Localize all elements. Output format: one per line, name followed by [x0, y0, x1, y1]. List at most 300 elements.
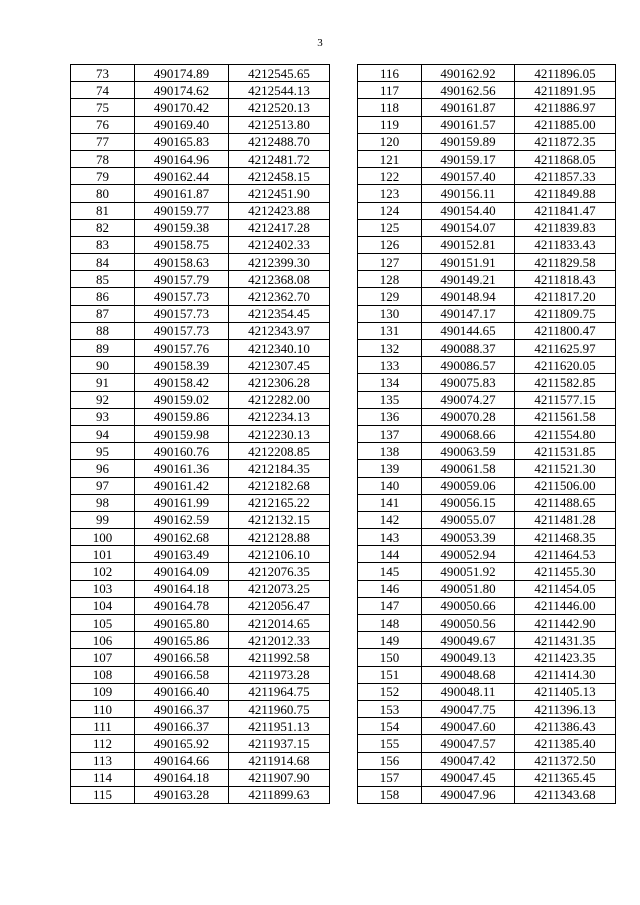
x-coordinate-cell: 490161.87: [422, 99, 515, 116]
point-number-cell: 85: [71, 271, 135, 288]
x-coordinate-cell: 490158.75: [135, 236, 229, 253]
y-coordinate-cell: 4211365.45: [515, 769, 616, 786]
y-coordinate-cell: 4211896.05: [515, 65, 616, 82]
table-row: [358, 786, 616, 803]
table-row: [71, 202, 330, 219]
y-coordinate-cell: 4211506.00: [515, 477, 616, 494]
x-coordinate-cell: 490068.66: [422, 425, 515, 442]
table-row: [358, 615, 616, 632]
y-coordinate-cell: 4212402.33: [229, 236, 330, 253]
point-number-cell: 99: [71, 511, 135, 528]
table-row: [71, 494, 330, 511]
y-coordinate-cell: 4212458.15: [229, 168, 330, 185]
y-coordinate-cell: 4211620.05: [515, 357, 616, 374]
y-coordinate-cell: 4211561.58: [515, 408, 616, 425]
x-coordinate-cell: 490164.66: [135, 752, 229, 769]
y-coordinate-cell: 4211809.75: [515, 305, 616, 322]
x-coordinate-cell: 490047.45: [422, 769, 515, 786]
x-coordinate-cell: 490088.37: [422, 340, 515, 357]
coordinates-table-right-body: [358, 65, 616, 804]
table-row: [358, 219, 616, 236]
point-number-cell: 156: [358, 752, 422, 769]
y-coordinate-cell: 4212056.47: [229, 597, 330, 614]
y-coordinate-cell: 4211817.20: [515, 288, 616, 305]
y-coordinate-cell: 4212343.97: [229, 322, 330, 339]
table-row: [71, 460, 330, 477]
table-row: [71, 82, 330, 99]
y-coordinate-cell: 4211372.50: [515, 752, 616, 769]
y-coordinate-cell: 4211464.53: [515, 546, 616, 563]
point-number-cell: 92: [71, 391, 135, 408]
x-coordinate-cell: 490147.17: [422, 305, 515, 322]
y-coordinate-cell: 4211872.35: [515, 133, 616, 150]
table-row: [71, 649, 330, 666]
point-number-cell: 80: [71, 185, 135, 202]
x-coordinate-cell: 490148.94: [422, 288, 515, 305]
x-coordinate-cell: 490050.66: [422, 597, 515, 614]
x-coordinate-cell: 490165.83: [135, 133, 229, 150]
x-coordinate-cell: 490170.42: [135, 99, 229, 116]
point-number-cell: 141: [358, 494, 422, 511]
y-coordinate-cell: 4211964.75: [229, 683, 330, 700]
y-coordinate-cell: 4212354.45: [229, 305, 330, 322]
y-coordinate-cell: 4212073.25: [229, 580, 330, 597]
table-row: [358, 666, 616, 683]
y-coordinate-cell: 4211818.43: [515, 271, 616, 288]
x-coordinate-cell: 490086.57: [422, 357, 515, 374]
point-number-cell: 144: [358, 546, 422, 563]
point-number-cell: 130: [358, 305, 422, 322]
table-row: [71, 752, 330, 769]
point-number-cell: 146: [358, 580, 422, 597]
y-coordinate-cell: 4212014.65: [229, 615, 330, 632]
point-number-cell: 123: [358, 185, 422, 202]
y-coordinate-cell: 4211960.75: [229, 700, 330, 717]
point-number-cell: 125: [358, 219, 422, 236]
x-coordinate-cell: 490074.27: [422, 391, 515, 408]
point-number-cell: 109: [71, 683, 135, 700]
y-coordinate-cell: 4212340.10: [229, 340, 330, 357]
table-row: [358, 511, 616, 528]
point-number-cell: 114: [71, 769, 135, 786]
table-row: [358, 529, 616, 546]
point-number-cell: 113: [71, 752, 135, 769]
point-number-cell: 122: [358, 168, 422, 185]
point-number-cell: 81: [71, 202, 135, 219]
point-number-cell: 108: [71, 666, 135, 683]
point-number-cell: 118: [358, 99, 422, 116]
y-coordinate-cell: 4211423.35: [515, 649, 616, 666]
x-coordinate-cell: 490047.42: [422, 752, 515, 769]
table-row: [358, 546, 616, 563]
point-number-cell: 132: [358, 340, 422, 357]
y-coordinate-cell: 4211829.58: [515, 254, 616, 271]
table-row: [71, 254, 330, 271]
y-coordinate-cell: 4211521.30: [515, 460, 616, 477]
x-coordinate-cell: 490158.39: [135, 357, 229, 374]
point-number-cell: 76: [71, 116, 135, 133]
point-number-cell: 153: [358, 700, 422, 717]
table-row: [71, 563, 330, 580]
x-coordinate-cell: 490164.09: [135, 563, 229, 580]
table-row: [358, 305, 616, 322]
page-number: 3: [317, 37, 323, 49]
y-coordinate-cell: 4211891.95: [515, 82, 616, 99]
y-coordinate-cell: 4212513.80: [229, 116, 330, 133]
table-row: [71, 65, 330, 82]
x-coordinate-cell: 490164.18: [135, 769, 229, 786]
point-number-cell: 78: [71, 150, 135, 167]
point-number-cell: 94: [71, 425, 135, 442]
point-number-cell: 142: [358, 511, 422, 528]
x-coordinate-cell: 490161.87: [135, 185, 229, 202]
point-number-cell: 87: [71, 305, 135, 322]
x-coordinate-cell: 490163.28: [135, 786, 229, 803]
table-row: [358, 150, 616, 167]
table-row: [71, 408, 330, 425]
point-number-cell: 91: [71, 374, 135, 391]
x-coordinate-cell: 490149.21: [422, 271, 515, 288]
table-row: [71, 546, 330, 563]
table-row: [358, 202, 616, 219]
table-row: [71, 529, 330, 546]
table-row: [71, 615, 330, 632]
x-coordinate-cell: 490048.11: [422, 683, 515, 700]
point-number-cell: 138: [358, 443, 422, 460]
point-number-cell: 155: [358, 735, 422, 752]
table-row: [358, 649, 616, 666]
table-row: [71, 185, 330, 202]
y-coordinate-cell: 4211951.13: [229, 718, 330, 735]
y-coordinate-cell: 4211414.30: [515, 666, 616, 683]
point-number-cell: 143: [358, 529, 422, 546]
y-coordinate-cell: 4211857.33: [515, 168, 616, 185]
table-row: [358, 632, 616, 649]
table-row: [358, 374, 616, 391]
table-row: [358, 99, 616, 116]
table-row: [358, 391, 616, 408]
point-number-cell: 107: [71, 649, 135, 666]
point-number-cell: 84: [71, 254, 135, 271]
point-number-cell: 88: [71, 322, 135, 339]
y-coordinate-cell: 4211386.43: [515, 718, 616, 735]
x-coordinate-cell: 490159.89: [422, 133, 515, 150]
y-coordinate-cell: 4211841.47: [515, 202, 616, 219]
point-number-cell: 105: [71, 615, 135, 632]
table-row: [71, 632, 330, 649]
table-row: [71, 116, 330, 133]
x-coordinate-cell: 490166.37: [135, 700, 229, 717]
y-coordinate-cell: 4211396.13: [515, 700, 616, 717]
x-coordinate-cell: 490050.56: [422, 615, 515, 632]
y-coordinate-cell: 4212307.45: [229, 357, 330, 374]
y-coordinate-cell: 4211554.80: [515, 425, 616, 442]
point-number-cell: 127: [358, 254, 422, 271]
point-number-cell: 133: [358, 357, 422, 374]
x-coordinate-cell: 490161.42: [135, 477, 229, 494]
y-coordinate-cell: 4211899.63: [229, 786, 330, 803]
point-number-cell: 120: [358, 133, 422, 150]
y-coordinate-cell: 4211385.40: [515, 735, 616, 752]
x-coordinate-cell: 490158.63: [135, 254, 229, 271]
x-coordinate-cell: 490157.73: [135, 322, 229, 339]
table-row: [358, 82, 616, 99]
coordinates-table-left-body: [71, 65, 330, 804]
x-coordinate-cell: 490159.98: [135, 425, 229, 442]
y-coordinate-cell: 4212545.65: [229, 65, 330, 82]
point-number-cell: 102: [71, 563, 135, 580]
point-number-cell: 112: [71, 735, 135, 752]
point-number-cell: 145: [358, 563, 422, 580]
table-row: [71, 511, 330, 528]
x-coordinate-cell: 490158.42: [135, 374, 229, 391]
y-coordinate-cell: 4212012.33: [229, 632, 330, 649]
y-coordinate-cell: 4211833.43: [515, 236, 616, 253]
y-coordinate-cell: 4212208.85: [229, 443, 330, 460]
x-coordinate-cell: 490174.62: [135, 82, 229, 99]
point-number-cell: 79: [71, 168, 135, 185]
point-number-cell: 131: [358, 322, 422, 339]
x-coordinate-cell: 490157.73: [135, 288, 229, 305]
x-coordinate-cell: 490061.58: [422, 460, 515, 477]
point-number-cell: 129: [358, 288, 422, 305]
point-number-cell: 77: [71, 133, 135, 150]
y-coordinate-cell: 4212076.35: [229, 563, 330, 580]
point-number-cell: 110: [71, 700, 135, 717]
y-coordinate-cell: 4212488.70: [229, 133, 330, 150]
x-coordinate-cell: 490152.81: [422, 236, 515, 253]
y-coordinate-cell: 4212165.22: [229, 494, 330, 511]
table-row: [358, 340, 616, 357]
y-coordinate-cell: 4211488.65: [515, 494, 616, 511]
y-coordinate-cell: 4212399.30: [229, 254, 330, 271]
table-row: [358, 271, 616, 288]
y-coordinate-cell: 4211907.90: [229, 769, 330, 786]
point-number-cell: 126: [358, 236, 422, 253]
x-coordinate-cell: 490162.92: [422, 65, 515, 82]
table-row: [71, 597, 330, 614]
table-row: [358, 597, 616, 614]
x-coordinate-cell: 490056.15: [422, 494, 515, 511]
table-row: [358, 168, 616, 185]
point-number-cell: 119: [358, 116, 422, 133]
table-row: [71, 288, 330, 305]
table-row: [71, 683, 330, 700]
point-number-cell: 74: [71, 82, 135, 99]
x-coordinate-cell: 490162.68: [135, 529, 229, 546]
table-row: [358, 580, 616, 597]
y-coordinate-cell: 4212417.28: [229, 219, 330, 236]
x-coordinate-cell: 490047.96: [422, 786, 515, 803]
x-coordinate-cell: 490166.58: [135, 649, 229, 666]
y-coordinate-cell: 4211343.68: [515, 786, 616, 803]
x-coordinate-cell: 490070.28: [422, 408, 515, 425]
y-coordinate-cell: 4211937.15: [229, 735, 330, 752]
y-coordinate-cell: 4212544.13: [229, 82, 330, 99]
x-coordinate-cell: 490163.49: [135, 546, 229, 563]
point-number-cell: 139: [358, 460, 422, 477]
point-number-cell: 104: [71, 597, 135, 614]
y-coordinate-cell: 4212106.10: [229, 546, 330, 563]
table-row: [71, 305, 330, 322]
y-coordinate-cell: 4212128.88: [229, 529, 330, 546]
point-number-cell: 128: [358, 271, 422, 288]
table-row: [71, 735, 330, 752]
point-number-cell: 134: [358, 374, 422, 391]
table-row: [358, 563, 616, 580]
table-row: [71, 340, 330, 357]
y-coordinate-cell: 4211914.68: [229, 752, 330, 769]
table-row: [71, 443, 330, 460]
x-coordinate-cell: 490049.13: [422, 649, 515, 666]
x-coordinate-cell: 490063.59: [422, 443, 515, 460]
x-coordinate-cell: 490049.67: [422, 632, 515, 649]
y-coordinate-cell: 4212520.13: [229, 99, 330, 116]
table-row: [358, 357, 616, 374]
x-coordinate-cell: 490157.40: [422, 168, 515, 185]
point-number-cell: 124: [358, 202, 422, 219]
point-number-cell: 116: [358, 65, 422, 82]
table-row: [358, 769, 616, 786]
table-row: [358, 460, 616, 477]
y-coordinate-cell: 4211481.28: [515, 511, 616, 528]
table-row: [358, 116, 616, 133]
table-row: [358, 700, 616, 717]
point-number-cell: 137: [358, 425, 422, 442]
point-number-cell: 100: [71, 529, 135, 546]
x-coordinate-cell: 490156.11: [422, 185, 515, 202]
y-coordinate-cell: 4212423.88: [229, 202, 330, 219]
x-coordinate-cell: 490075.83: [422, 374, 515, 391]
y-coordinate-cell: 4211577.15: [515, 391, 616, 408]
y-coordinate-cell: 4211442.90: [515, 615, 616, 632]
point-number-cell: 96: [71, 460, 135, 477]
x-coordinate-cell: 490051.80: [422, 580, 515, 597]
x-coordinate-cell: 490052.94: [422, 546, 515, 563]
y-coordinate-cell: 4212481.72: [229, 150, 330, 167]
x-coordinate-cell: 490166.37: [135, 718, 229, 735]
point-number-cell: 95: [71, 443, 135, 460]
point-number-cell: 86: [71, 288, 135, 305]
point-number-cell: 121: [358, 150, 422, 167]
table-row: [71, 580, 330, 597]
y-coordinate-cell: 4211454.05: [515, 580, 616, 597]
y-coordinate-cell: 4211973.28: [229, 666, 330, 683]
table-row: [358, 133, 616, 150]
x-coordinate-cell: 490161.57: [422, 116, 515, 133]
y-coordinate-cell: 4211886.97: [515, 99, 616, 116]
x-coordinate-cell: 490165.92: [135, 735, 229, 752]
point-number-cell: 93: [71, 408, 135, 425]
point-number-cell: 135: [358, 391, 422, 408]
x-coordinate-cell: 490166.58: [135, 666, 229, 683]
table-row: [358, 65, 616, 82]
x-coordinate-cell: 490169.40: [135, 116, 229, 133]
coordinates-table-left: [70, 64, 330, 804]
table-row: [358, 735, 616, 752]
x-coordinate-cell: 490157.79: [135, 271, 229, 288]
x-coordinate-cell: 490051.92: [422, 563, 515, 580]
y-coordinate-cell: 4212234.13: [229, 408, 330, 425]
x-coordinate-cell: 490047.57: [422, 735, 515, 752]
point-number-cell: 106: [71, 632, 135, 649]
table-row: [71, 666, 330, 683]
table-row: [71, 786, 330, 803]
x-coordinate-cell: 490161.36: [135, 460, 229, 477]
table-row: [358, 185, 616, 202]
x-coordinate-cell: 490053.39: [422, 529, 515, 546]
table-row: [71, 718, 330, 735]
point-number-cell: 150: [358, 649, 422, 666]
y-coordinate-cell: 4212184.35: [229, 460, 330, 477]
table-row: [71, 133, 330, 150]
x-coordinate-cell: 490161.99: [135, 494, 229, 511]
table-row: [358, 494, 616, 511]
table-row: [71, 700, 330, 717]
point-number-cell: 157: [358, 769, 422, 786]
y-coordinate-cell: 4211992.58: [229, 649, 330, 666]
y-coordinate-cell: 4212362.70: [229, 288, 330, 305]
coordinates-table-right: [357, 64, 616, 804]
x-coordinate-cell: 490154.07: [422, 219, 515, 236]
point-number-cell: 73: [71, 65, 135, 82]
table-row: [71, 168, 330, 185]
point-number-cell: 149: [358, 632, 422, 649]
x-coordinate-cell: 490144.65: [422, 322, 515, 339]
y-coordinate-cell: 4211405.13: [515, 683, 616, 700]
x-coordinate-cell: 490159.38: [135, 219, 229, 236]
x-coordinate-cell: 490157.76: [135, 340, 229, 357]
point-number-cell: 151: [358, 666, 422, 683]
table-row: [358, 254, 616, 271]
table-row: [71, 322, 330, 339]
x-coordinate-cell: 490159.86: [135, 408, 229, 425]
point-number-cell: 136: [358, 408, 422, 425]
x-coordinate-cell: 490164.18: [135, 580, 229, 597]
point-number-cell: 83: [71, 236, 135, 253]
y-coordinate-cell: 4211446.00: [515, 597, 616, 614]
x-coordinate-cell: 490164.96: [135, 150, 229, 167]
table-row: [71, 150, 330, 167]
x-coordinate-cell: 490164.78: [135, 597, 229, 614]
x-coordinate-cell: 490162.59: [135, 511, 229, 528]
x-coordinate-cell: 490165.80: [135, 615, 229, 632]
table-row: [71, 236, 330, 253]
y-coordinate-cell: 4212230.13: [229, 425, 330, 442]
point-number-cell: 90: [71, 357, 135, 374]
table-row: [71, 425, 330, 442]
table-row: [71, 357, 330, 374]
x-coordinate-cell: 490047.75: [422, 700, 515, 717]
point-number-cell: 82: [71, 219, 135, 236]
y-coordinate-cell: 4212132.15: [229, 511, 330, 528]
table-row: [358, 236, 616, 253]
table-row: [358, 752, 616, 769]
x-coordinate-cell: 490162.56: [422, 82, 515, 99]
x-coordinate-cell: 490159.02: [135, 391, 229, 408]
point-number-cell: 75: [71, 99, 135, 116]
x-coordinate-cell: 490157.73: [135, 305, 229, 322]
y-coordinate-cell: 4211455.30: [515, 563, 616, 580]
table-row: [358, 322, 616, 339]
table-row: [71, 374, 330, 391]
point-number-cell: 117: [358, 82, 422, 99]
point-number-cell: 154: [358, 718, 422, 735]
y-coordinate-cell: 4212451.90: [229, 185, 330, 202]
x-coordinate-cell: 490159.17: [422, 150, 515, 167]
table-row: [71, 271, 330, 288]
y-coordinate-cell: 4211531.85: [515, 443, 616, 460]
